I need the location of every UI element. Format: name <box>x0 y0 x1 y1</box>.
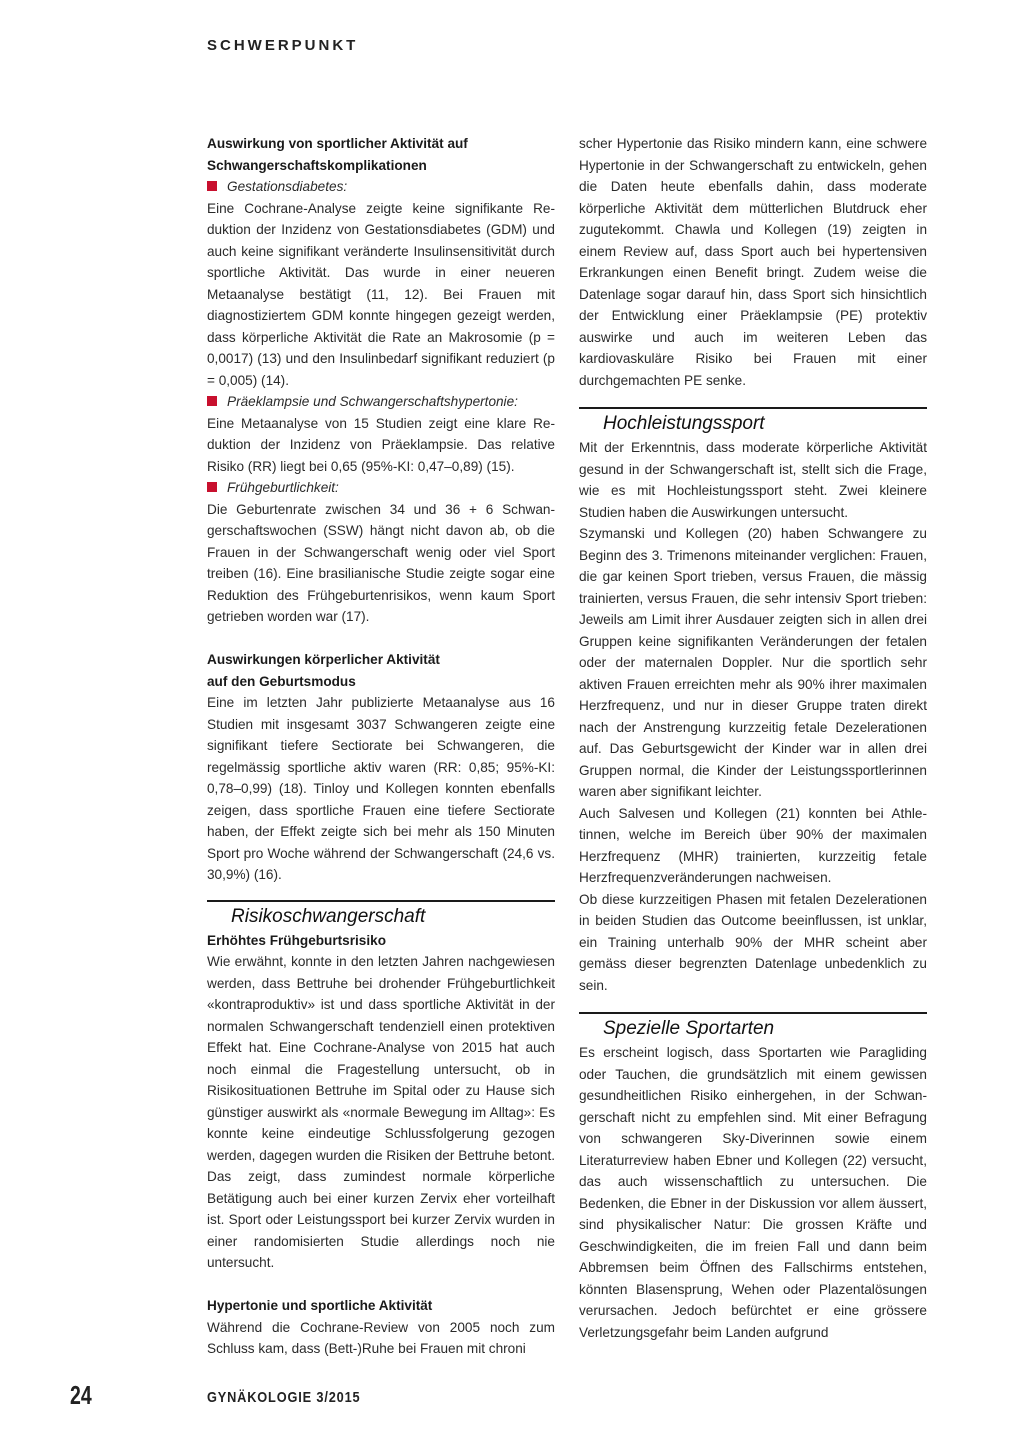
paragraph-salvesen: Auch Salvesen und Kollegen (21) konnten bei Athletinnen, welche im Bereich über 90% der maximalen Herzfrequenz (MHR) trainierten, kurzzeitig fetale Herzfrequenzveränderungen nachweisen. <box>579 805 927 885</box>
subheading-complications-1: Auswirkung von sportlicher Aktivität auf <box>207 136 468 151</box>
paragraph-fruehgeburtsrisiko: Wie erwähnt, konnte in den letzten Jahren nachgewiesen werden, dass Bettruhe bei drohender Frühgeburtlichkeit «kontraproduktiv» ist und dass sportliche Aktivität in der normalen Schwangerschaft tendenziell einen protektiven Effekt hat. Eine Cochrane-Analyse von 2015 hat auch noch einmal die Fragestellung untersucht, ob in Risikosituationen Bettruhe im Spital oder zu Hause sich günstiger auswirkt als «normale Bewegung im Alltag»: Es konnte keine eindeutige Schlussfolgerung gezogen werden, dagegen wurden die Risiken der Bettruhe betont. Das zeigt, dass zumindest normale körperliche Betätigung auch bei einer kurzen Zervix eher vorteilhaft ist. Sport oder Leistungssport bei kurzer Zervix wurden in einer randomisierten Studie allerdings noch nie untersucht. <box>207 954 555 1270</box>
section-hochleistungssport <box>579 407 927 437</box>
paragraph-outcome: Ob diese kurzzeitigen Phasen mit fetalen Dezelerationen in beiden Studien das Outcome beeinflussen, ist unklar, ein Training unterhalb 90% der MHR scheint aber gemäss dieser begrenzten Datenlage unbedenklich zu sein. <box>579 891 927 993</box>
red-square-bullet-icon <box>207 482 217 492</box>
red-square-bullet-icon <box>207 181 217 191</box>
section-spezielle-sportarten <box>579 1012 927 1042</box>
paragraph-geburtsmodus: Eine im letzten Jahr publizierte Metaanalyse aus 16 Studien mit insgesamt 3037 Schwangeren zeigte eine signifikant tiefere Sectiorate bei Schwangeren, die regelmässig sportliche aktiv waren (RR: 0,85; 95%-KI: 0,78–0,99) (18). Tinloy und Kollegen konnten ebenfalls zeigen, dass sportliche Frauen eine tiefere Sectiorate haben, der Effekt zeigte sich bei mehr als 150 Minuten Sport pro Woche während der Schwangerschaft (24,6 vs. 30,9%) (16). <box>207 695 555 882</box>
section-risikoschwangerschaft <box>207 900 555 930</box>
subheading-fruehgeburtsrisiko: Erhöhtes Frühgeburtsrisiko <box>207 932 387 948</box>
section-title: Spezielle Sportarten <box>603 1018 775 1039</box>
bullet-label: Frühgeburtlichkeit: <box>227 480 339 495</box>
paragraph-gestationsdiabetes: Eine Cochrane-Analyse zeigte keine signifikante Reduktion der Inzidenz von Gestationsdiabetes (GDM) und auch keine signifikant veränderte Insulinsensitivität durch sportliche Aktivität. Das wurde in einer neueren Metaanalyse bestätigt (11, 12). Bei Frauen mit diagnostiziertem GDM konnte hingegen gezeigt werden, dass körperliche Aktivität die Rate an Makrosomie (p = 0,0017) (13) und den Insulinbedarf signifikant reduziert (p = 0,005) (14). <box>207 200 555 388</box>
paragraph-sportarten: Es erscheint logisch, dass Sportarten wie Paragliding oder Tauchen, die grundsätzlich mit einem gewissen gesundheitlichen Risiko einhergehen, in der Schwangerschaft nicht zu empfehlen sind. Mit einer Befragung von schwangeren Sky-Diverinnen sowie einem Literaturreview haben Ebner und Kollegen (22) versucht, das auch wissenschaftlich zu untersuchen. Die Bedenken, die Ebner in der Diskussion vor allem äussert, sind physikalischer Natur: Die grossen Kräfte und Geschwindigkeiten, die im freien Fall und dann beim Abbremsen beim Öffnen des Fallschirms entstehen, könnten Blasensprung, Wehen oder Plazentalösungen verursachen. Jedoch befürchtet er eine grössere Verletzungsgefahr beim Landen aufgrund <box>579 1045 927 1340</box>
paragraph-hochleistung-intro: Mit der Erkenntnis, dass moderate körperliche Aktivität gesund in der Schwangerschaft ist, stellt sich die Frage, wie es mit Hochleistungssport steht. Zwei kleinere Studien haben die Auswirkungen untersucht. <box>579 440 927 520</box>
subheading-hypertonie: Hypertonie und sportliche Aktivität <box>207 1298 433 1313</box>
left-column <box>207 133 555 1360</box>
red-square-bullet-icon <box>207 396 217 406</box>
paragraph-praeklampsie: Eine Metaanalyse von 15 Studien zeigt eine klare Reduktion der Inzidenz von Präeklampsie. Das relative Risiko (RR) liegt bei 0,65 (95%-KI: 0,47–0,89) (15). <box>207 415 555 474</box>
paragraph-hypertonie: Während die Cochrane-Review von 2005 noch zum Schluss kam, dass (Bett-)Ruhe bei Frauen mit chroni <box>207 1319 555 1356</box>
journal-footer: GYNÄKOLOGIE 3/2015 <box>207 1389 361 1406</box>
paragraph-szymanski: Szymanski und Kollegen (20) haben Schwangere zu Beginn des 3. Trimenons miteinander verglichen: Frauen, die gar keinen Sport trieben, versus Frauen, die mässig trainierten, versus Frauen, die sehr intensiv Sport trieben: Jeweils am Limit ihrer Ausdauer zeigten sich in allen drei Gruppen keine signifikanten Veränderungen der fetalen oder der maternalen Doppler. Nur die sportlich sehr aktiven Frauen erreichten mehr als 90% ihrer maximalen Herzfrequenz, und nur in dieser Gruppe traten direkt nach der Anstrengung kurzzeitig fetale Dezelerationen auf. Das Geburtsgewicht der Kinder war in allen drei Gruppen normal, die Kinder der Leistungssportlerinnen waren aber signifikant leichter. <box>579 526 927 799</box>
subheading-geburtsmodus-1: Auswirkungen körperlicher Aktivität <box>207 652 440 667</box>
running-head: SCHWERPUNKT <box>207 37 359 54</box>
section-title: Risikoschwangerschaft <box>231 905 426 927</box>
bullet-gestationsdiabetes <box>207 176 555 198</box>
paragraph-hypertonie-cont: scher Hypertonie das Risiko mindern kann, eine schwere Hypertonie in der Schwangerschaft zu entwickeln, gehen die Daten heute ebenfalls dahin, dass moderate körperliche Aktivität dem mütterlichen Blutdruck eher zugutekommt. Chawla und Kollegen (19) zeigten in einem Review auf, dass Sport auch bei hypertensiven Erkrankungen einen Benefit bringt. Zudem weise die Datenlage sogar darauf hin, dass Sport sich hinsichtlich der Entwicklung einer Präeklampsie (PE) protektiv auswirke und auch im weiteren Leben das kardiovaskuläre Risiko bei Frauen mit einer durchgemachten PE senke. <box>579 136 927 388</box>
bullet-label: Gestationsdiabetes: <box>227 179 348 194</box>
paragraph-fruehgeburtlichkeit: Die Geburtenrate zwischen 34 und 36 + 6 Schwangerschaftswochen (SSW) hängt nicht davon ab, ob die Frauen in der Schwangerschaft wenig oder viel Sport treiben (16). Eine brasilianische Studie zeigte sogar eine Reduktion des Frühgeburtenrisikos, wenn kaum Sport getrieben worden war (17). <box>207 501 555 624</box>
subheading-geburtsmodus-2: auf den Geburtsmodus <box>207 673 356 689</box>
section-title: Hochleistungssport <box>603 413 765 434</box>
page-number: 24 <box>70 1380 92 1410</box>
right-column <box>579 133 927 1343</box>
subheading-complications-2: Schwangerschaftskomplikationen <box>207 157 427 173</box>
bullet-label: Präeklampsie und Schwangerschaftshypertonie: <box>227 394 518 409</box>
bullet-praeklampsie <box>207 391 555 413</box>
bullet-fruehgeburtlichkeit <box>207 477 555 499</box>
